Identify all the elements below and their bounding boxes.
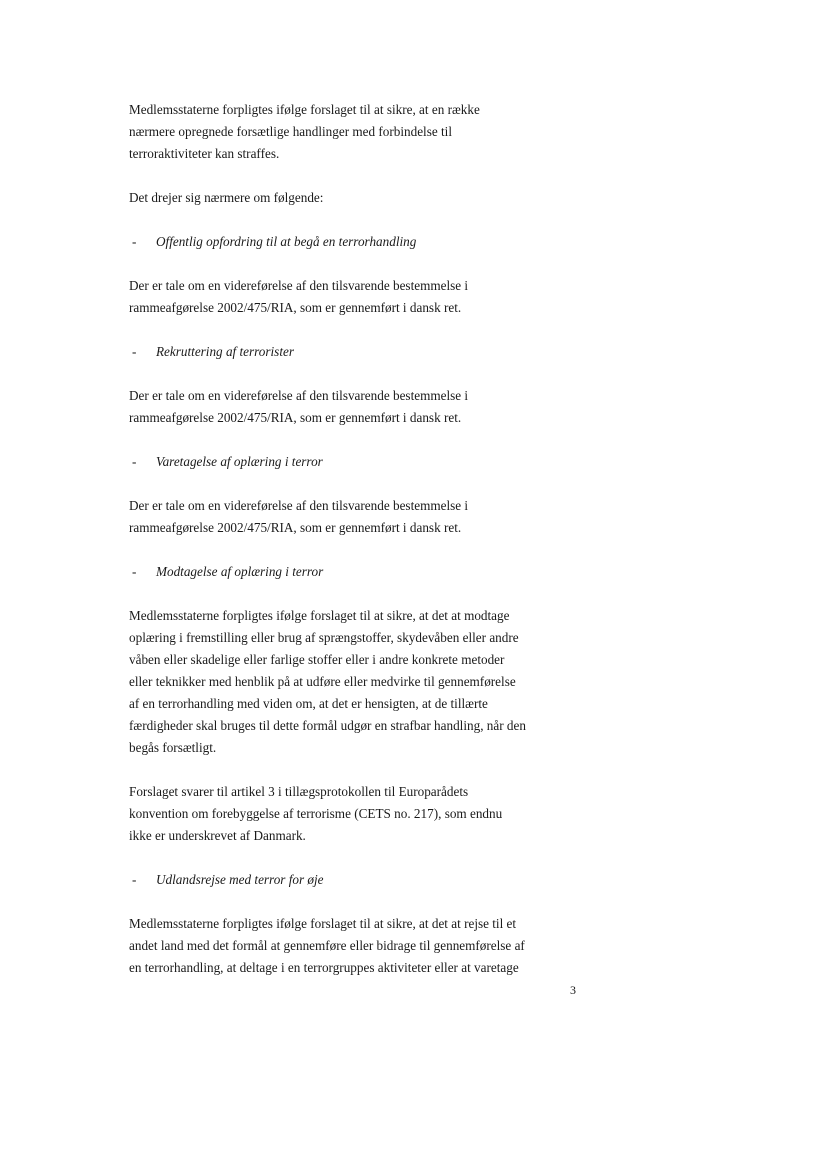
text-line: andet land med det formål at gennemføre eller bidrage til gennemførelse af — [129, 938, 525, 953]
bullet-heading — [129, 341, 559, 363]
text-line: ikke er underskrevet af Danmark. — [129, 828, 306, 843]
page-number: 3 — [570, 983, 576, 997]
paragraph — [129, 187, 559, 209]
text-line: Der er tale om en videreførelse af den tilsvarende bestemmelse i — [129, 278, 469, 293]
text-line: Medlemsstaterne forpligtes ifølge forslaget til at sikre, at en række — [129, 102, 480, 117]
text-line: oplæring i fremstilling eller brug af sprængstoffer, skydevåben eller andre — [129, 630, 519, 645]
text-line: nærmere opregnede forsætlige handlinger med forbindelse til — [129, 124, 452, 139]
dash-bullet: - — [132, 454, 137, 469]
text-line: begås forsætligt. — [129, 740, 217, 755]
paragraph — [129, 275, 559, 319]
text-line: rammeafgørelse 2002/475/RIA, som er gennemført i dansk ret. — [129, 520, 462, 535]
text-line: Det drejer sig nærmere om følgende: — [129, 190, 324, 205]
dash-bullet: - — [132, 234, 137, 249]
dash-bullet: - — [132, 564, 137, 579]
paragraph — [129, 913, 559, 979]
paragraph — [129, 385, 559, 429]
text-line: rammeafgørelse 2002/475/RIA, som er gennemført i dansk ret. — [129, 410, 462, 425]
bullet-heading — [129, 869, 559, 891]
paragraph — [129, 605, 559, 759]
paragraph — [129, 495, 559, 539]
text-line: eller teknikker med henblik på at udføre eller medvirke til gennemførelse — [129, 674, 516, 689]
document-body — [129, 99, 559, 979]
text-line: våben eller skadelige eller farlige stoffer eller i andre konkrete metoder — [129, 652, 505, 667]
text-line: terroraktiviteter kan straffes. — [129, 146, 280, 161]
text-line: af en terrorhandling med viden om, at det er hensigten, at de tillærte — [129, 696, 488, 711]
bullet-heading — [129, 231, 559, 253]
dash-bullet: - — [132, 344, 137, 359]
bullet-heading-text: Modtagelse af oplæring i terror — [156, 564, 324, 579]
text-line: færdigheder skal bruges til dette formål udgør en strafbar handling, når den — [129, 718, 526, 733]
bullet-heading-text: Rekruttering af terrorister — [156, 344, 294, 359]
dash-bullet: - — [132, 872, 137, 887]
text-line: Der er tale om en videreførelse af den tilsvarende bestemmelse i — [129, 388, 469, 403]
bullet-heading — [129, 561, 559, 583]
bullet-heading — [129, 451, 559, 473]
text-line: konvention om forebyggelse af terrorisme (CETS no. 217), som endnu — [129, 806, 503, 821]
text-line: Medlemsstaterne forpligtes ifølge forslaget til at sikre, at det at rejse til et — [129, 916, 517, 931]
text-line: Medlemsstaterne forpligtes ifølge forslaget til at sikre, at det at modtage — [129, 608, 510, 623]
paragraph — [129, 99, 559, 165]
paragraph — [129, 781, 559, 847]
text-line: Forslaget svarer til artikel 3 i tillægsprotokollen til Europarådets — [129, 784, 469, 799]
bullet-heading-text: Udlandsrejse med terror for øje — [156, 872, 324, 887]
text-line: rammeafgørelse 2002/475/RIA, som er gennemført i dansk ret. — [129, 300, 462, 315]
text-line: en terrorhandling, at deltage i en terrorgruppes aktiviteter eller at varetage — [129, 960, 519, 975]
bullet-heading-text: Varetagelse af oplæring i terror — [156, 454, 323, 469]
text-line: Der er tale om en videreførelse af den tilsvarende bestemmelse i — [129, 498, 469, 513]
bullet-heading-text: Offentlig opfordring til at begå en terrorhandling — [156, 234, 417, 249]
